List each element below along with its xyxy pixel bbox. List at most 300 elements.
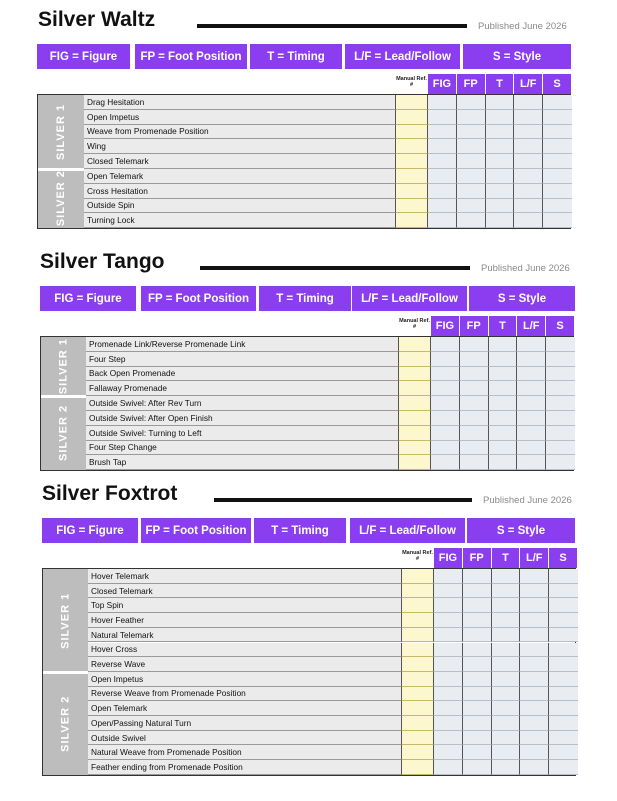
score-cell-fp[interactable] — [460, 367, 489, 382]
score-cell-fig[interactable] — [431, 352, 460, 367]
score-cell-t[interactable] — [492, 687, 521, 702]
legend-item: FIG = Figure — [37, 44, 130, 69]
score-cell-fig[interactable] — [431, 426, 460, 441]
score-cell-t[interactable] — [492, 643, 521, 658]
table-row — [84, 213, 572, 228]
score-cell-s[interactable] — [549, 716, 578, 731]
score-cell-fp[interactable] — [463, 613, 492, 628]
column-header-t: T — [489, 316, 518, 336]
waltz-title: Silver Waltz — [38, 8, 156, 31]
figure-name: Feather ending from Promenade Position — [88, 760, 402, 775]
level-label: SILVER 1 — [59, 592, 72, 649]
waltz-title-rule — [197, 24, 467, 28]
manual-ref-input[interactable] — [399, 381, 431, 396]
score-cell-fp[interactable] — [463, 672, 492, 687]
table-row — [84, 169, 572, 184]
manual-ref-input[interactable] — [399, 396, 431, 411]
score-cell-fp[interactable] — [463, 643, 492, 658]
score-cell-t[interactable] — [489, 426, 518, 441]
score-cell-fig[interactable] — [431, 455, 460, 470]
manual-ref-input[interactable] — [399, 426, 431, 441]
legend-item: FIG = Figure — [42, 518, 138, 543]
legend-item: FIG = Figure — [40, 286, 136, 311]
score-cell-fig[interactable] — [434, 687, 463, 702]
legend-item: L/F = Lead/Follow — [345, 44, 460, 69]
figure-name: Open Telemark — [88, 701, 402, 716]
score-cell-t[interactable] — [489, 396, 518, 411]
score-cell-t[interactable] — [492, 701, 521, 716]
level-divider — [38, 168, 84, 171]
table-row — [84, 184, 572, 199]
score-cell-lf[interactable] — [520, 760, 549, 775]
table-row — [86, 426, 575, 441]
score-cell-fp[interactable] — [463, 687, 492, 702]
manual-ref-input[interactable] — [402, 745, 434, 760]
score-cell-fig[interactable] — [431, 367, 460, 382]
score-cell-s[interactable] — [543, 139, 572, 154]
column-header-s: S — [546, 316, 575, 336]
table-row — [88, 598, 578, 613]
score-cell-fig[interactable] — [434, 760, 463, 775]
waltz-figure-table — [37, 94, 571, 229]
figure-name: Outside Swivel — [88, 731, 402, 746]
manual-ref-input[interactable] — [396, 95, 428, 110]
score-cell-fp[interactable] — [463, 598, 492, 613]
score-cell-s[interactable] — [549, 657, 578, 672]
score-cell-s[interactable] — [543, 169, 572, 184]
score-cell-t[interactable] — [492, 569, 521, 584]
score-cell-t[interactable] — [489, 337, 518, 352]
score-cell-fig[interactable] — [428, 139, 457, 154]
manual-ref-input[interactable] — [402, 598, 434, 613]
score-cell-fp[interactable] — [463, 760, 492, 775]
figure-name: Brush Tap — [86, 455, 399, 470]
score-cell-t[interactable] — [492, 584, 521, 599]
score-cell-lf[interactable] — [514, 95, 543, 110]
score-cell-fig[interactable] — [428, 110, 457, 125]
manual-ref-input[interactable] — [399, 352, 431, 367]
score-cell-fp[interactable] — [460, 352, 489, 367]
score-cell-lf[interactable] — [520, 716, 549, 731]
score-cell-fig[interactable] — [434, 701, 463, 716]
figure-name: Closed Telemark — [88, 584, 402, 599]
score-cell-t[interactable] — [489, 411, 518, 426]
score-cell-fp[interactable] — [463, 701, 492, 716]
score-cell-s[interactable] — [543, 125, 572, 140]
score-cell-lf[interactable] — [514, 169, 543, 184]
score-cell-lf[interactable] — [520, 569, 549, 584]
table-row — [84, 199, 572, 214]
score-cell-lf[interactable] — [520, 613, 549, 628]
score-cell-fig[interactable] — [434, 731, 463, 746]
foxtrot-title: Silver Foxtrot — [42, 482, 178, 505]
manual-ref-input[interactable] — [402, 584, 434, 599]
score-cell-lf[interactable] — [514, 110, 543, 125]
score-cell-fp[interactable] — [463, 657, 492, 672]
score-cell-lf[interactable] — [520, 701, 549, 716]
manual-ref-header: Manual Ref. # — [402, 550, 433, 562]
table-row — [84, 110, 572, 125]
figure-name: Open Telemark — [84, 169, 396, 184]
score-cell-fig[interactable] — [434, 569, 463, 584]
score-cell-fp[interactable] — [463, 584, 492, 599]
score-cell-lf[interactable] — [517, 455, 546, 470]
score-cell-fig[interactable] — [428, 125, 457, 140]
figure-name: Outside Spin — [84, 199, 396, 214]
score-cell-t[interactable] — [492, 731, 521, 746]
manual-ref-input[interactable] — [402, 731, 434, 746]
figure-name: Wing — [84, 139, 396, 154]
column-header-fp: FP — [460, 316, 489, 336]
tango-published-date: Published June 2026 — [481, 263, 570, 274]
legend-item: FP = Foot Position — [135, 44, 247, 69]
figure-name: Weave from Promenade Position — [84, 125, 396, 140]
tango-figure-table — [40, 336, 574, 471]
score-cell-s[interactable] — [543, 154, 572, 169]
score-cell-fig[interactable] — [431, 396, 460, 411]
manual-ref-input[interactable] — [399, 455, 431, 470]
score-cell-lf[interactable] — [517, 381, 546, 396]
table-row — [86, 381, 575, 396]
score-cell-fig[interactable] — [434, 584, 463, 599]
figure-name: Four Step Change — [86, 441, 399, 456]
score-cell-s[interactable] — [549, 569, 578, 584]
score-cell-t[interactable] — [489, 455, 518, 470]
figure-name: Back Open Promenade — [86, 367, 399, 382]
score-cell-t[interactable] — [492, 672, 521, 687]
table-row — [86, 337, 575, 352]
column-header-fp: FP — [463, 548, 492, 568]
score-cell-t[interactable] — [486, 213, 515, 228]
score-cell-t[interactable] — [486, 95, 515, 110]
manual-ref-input[interactable] — [396, 184, 428, 199]
score-cell-s[interactable] — [549, 584, 578, 599]
level-divider — [41, 395, 86, 398]
score-cell-s[interactable] — [543, 110, 572, 125]
table-row — [86, 352, 575, 367]
manual-ref-input[interactable] — [402, 760, 434, 775]
score-cell-s[interactable] — [549, 701, 578, 716]
score-cell-fig[interactable] — [428, 169, 457, 184]
table-row — [86, 411, 575, 426]
column-header-fp: FP — [457, 74, 486, 94]
waltz-published-date: Published June 2026 — [478, 21, 567, 32]
score-cell-t[interactable] — [486, 184, 515, 199]
score-cell-fp[interactable] — [463, 628, 492, 643]
score-cell-fp[interactable] — [460, 441, 489, 456]
manual-ref-input[interactable] — [396, 110, 428, 125]
score-cell-lf[interactable] — [514, 199, 543, 214]
score-cell-s[interactable] — [549, 731, 578, 746]
score-cell-fp[interactable] — [457, 125, 486, 140]
score-cell-fig[interactable] — [428, 199, 457, 214]
manual-ref-input[interactable] — [402, 701, 434, 716]
figure-name: Outside Swivel: After Rev Turn — [86, 396, 399, 411]
table-row — [88, 716, 578, 731]
table-row — [88, 760, 578, 775]
score-cell-lf[interactable] — [514, 213, 543, 228]
tango-title-rule — [200, 266, 470, 270]
score-cell-fp[interactable] — [460, 411, 489, 426]
manual-ref-input[interactable] — [399, 411, 431, 426]
score-cell-fp[interactable] — [460, 381, 489, 396]
table-row — [84, 139, 572, 154]
score-cell-lf[interactable] — [514, 184, 543, 199]
figure-name: Outside Swivel: After Open Finish — [86, 411, 399, 426]
level-label: SILVER 2 — [59, 695, 72, 752]
score-cell-lf[interactable] — [520, 731, 549, 746]
score-cell-s[interactable] — [546, 426, 575, 441]
score-cell-fp[interactable] — [457, 154, 486, 169]
legend-item: S = Style — [467, 518, 575, 543]
score-cell-fig[interactable] — [434, 628, 463, 643]
score-cell-fig[interactable] — [434, 598, 463, 613]
figure-name: Promenade Link/Reverse Promenade Link — [86, 337, 399, 352]
manual-ref-input[interactable] — [402, 687, 434, 702]
figure-name: Hover Feather — [88, 613, 402, 628]
foxtrot-figure-table — [42, 568, 576, 776]
score-cell-s[interactable] — [549, 745, 578, 760]
score-cell-lf[interactable] — [520, 657, 549, 672]
score-cell-fp[interactable] — [463, 745, 492, 760]
manual-ref-input[interactable] — [402, 716, 434, 731]
score-cell-fig[interactable] — [428, 184, 457, 199]
table-row — [88, 628, 578, 643]
table-row — [84, 125, 572, 140]
table-row — [84, 154, 572, 169]
score-cell-t[interactable] — [492, 628, 521, 643]
manual-ref-header: Manual Ref. # — [399, 318, 430, 330]
legend-item: FP = Foot Position — [141, 518, 251, 543]
score-cell-t[interactable] — [486, 110, 515, 125]
manual-ref-input[interactable] — [396, 213, 428, 228]
score-cell-fig[interactable] — [428, 95, 457, 110]
score-cell-s[interactable] — [546, 352, 575, 367]
score-cell-lf[interactable] — [520, 643, 549, 658]
score-cell-s[interactable] — [549, 613, 578, 628]
score-cell-lf[interactable] — [520, 745, 549, 760]
score-cell-fig[interactable] — [428, 154, 457, 169]
column-header-s: S — [543, 74, 572, 94]
score-cell-t[interactable] — [489, 381, 518, 396]
figure-name: Hover Telemark — [88, 569, 402, 584]
table-row — [88, 569, 578, 584]
score-cell-fp[interactable] — [457, 184, 486, 199]
score-cell-t[interactable] — [486, 139, 515, 154]
table-row — [86, 455, 575, 470]
score-cell-lf[interactable] — [517, 396, 546, 411]
manual-ref-input[interactable] — [402, 628, 434, 643]
score-cell-t[interactable] — [489, 352, 518, 367]
figure-name: Natural Weave from Promenade Position — [88, 745, 402, 760]
score-cell-t[interactable] — [486, 169, 515, 184]
manual-ref-input[interactable] — [399, 367, 431, 382]
figure-name: Fallaway Promenade — [86, 381, 399, 396]
score-cell-s[interactable] — [543, 95, 572, 110]
table-row — [86, 441, 575, 456]
score-cell-fp[interactable] — [457, 213, 486, 228]
score-cell-t[interactable] — [489, 367, 518, 382]
score-cell-fig[interactable] — [434, 613, 463, 628]
score-cell-fp[interactable] — [463, 716, 492, 731]
score-cell-lf[interactable] — [517, 367, 546, 382]
score-cell-lf[interactable] — [517, 352, 546, 367]
manual-ref-input[interactable] — [396, 139, 428, 154]
manual-ref-input[interactable] — [396, 199, 428, 214]
score-cell-t[interactable] — [486, 154, 515, 169]
score-cell-s[interactable] — [546, 455, 575, 470]
score-cell-s[interactable] — [546, 367, 575, 382]
column-header-t: T — [486, 74, 515, 94]
score-cell-fig[interactable] — [431, 337, 460, 352]
manual-ref-input[interactable] — [402, 643, 434, 658]
score-cell-s[interactable] — [549, 628, 578, 643]
score-cell-fp[interactable] — [457, 139, 486, 154]
column-header-t: T — [492, 548, 521, 568]
manual-ref-input[interactable] — [399, 441, 431, 456]
column-header-s: S — [549, 548, 578, 568]
score-cell-lf[interactable] — [520, 672, 549, 687]
score-cell-lf[interactable] — [520, 584, 549, 599]
score-cell-lf[interactable] — [520, 687, 549, 702]
manual-ref-input[interactable] — [402, 613, 434, 628]
figure-name: Four Step — [86, 352, 399, 367]
score-cell-t[interactable] — [492, 745, 521, 760]
manual-ref-input[interactable] — [402, 569, 434, 584]
level-label: SILVER 1 — [57, 338, 70, 395]
score-cell-fp[interactable] — [460, 455, 489, 470]
score-cell-fig[interactable] — [428, 213, 457, 228]
column-header-fig: FIG — [431, 316, 460, 336]
score-cell-fig[interactable] — [434, 672, 463, 687]
manual-ref-input[interactable] — [399, 337, 431, 352]
figure-name: Outside Swivel: Turning to Left — [86, 426, 399, 441]
figure-name: Closed Telemark — [84, 154, 396, 169]
score-cell-fp[interactable] — [457, 169, 486, 184]
foxtrot-published-date: Published June 2026 — [483, 495, 572, 506]
score-cell-s[interactable] — [543, 199, 572, 214]
score-cell-s[interactable] — [546, 396, 575, 411]
manual-ref-input[interactable] — [402, 672, 434, 687]
score-cell-lf[interactable] — [517, 411, 546, 426]
score-cell-fig[interactable] — [434, 745, 463, 760]
score-cell-s[interactable] — [546, 441, 575, 456]
score-cell-fig[interactable] — [434, 657, 463, 672]
score-cell-fp[interactable] — [457, 95, 486, 110]
score-cell-lf[interactable] — [514, 125, 543, 140]
score-cell-fp[interactable] — [457, 199, 486, 214]
level-label: SILVER 2 — [55, 170, 67, 227]
score-cell-fig[interactable] — [431, 411, 460, 426]
column-header-lf: L/F — [514, 74, 543, 94]
table-row — [88, 687, 578, 702]
figure-name: Open Impetus — [88, 672, 402, 687]
score-cell-fp[interactable] — [463, 569, 492, 584]
table-row — [86, 367, 575, 382]
score-cell-fp[interactable] — [463, 731, 492, 746]
table-row — [88, 643, 578, 658]
score-cell-lf[interactable] — [517, 441, 546, 456]
score-cell-fig[interactable] — [431, 441, 460, 456]
score-cell-s[interactable] — [546, 337, 575, 352]
level-label: SILVER 2 — [57, 405, 70, 462]
score-cell-fig[interactable] — [431, 381, 460, 396]
table-row — [88, 672, 578, 687]
figure-name: Reverse Weave from Promenade Position — [88, 687, 402, 702]
legend-item: T = Timing — [254, 518, 346, 543]
column-header-fig: FIG — [428, 74, 457, 94]
score-cell-lf[interactable] — [514, 154, 543, 169]
table-row — [88, 613, 578, 628]
score-cell-fp[interactable] — [457, 110, 486, 125]
score-cell-s[interactable] — [549, 760, 578, 775]
score-cell-s[interactable] — [546, 411, 575, 426]
legend-item: S = Style — [463, 44, 571, 69]
manual-ref-input[interactable] — [402, 657, 434, 672]
score-cell-fp[interactable] — [460, 396, 489, 411]
manual-ref-input[interactable] — [396, 169, 428, 184]
table-row — [88, 731, 578, 746]
score-cell-s[interactable] — [543, 184, 572, 199]
score-cell-lf[interactable] — [517, 337, 546, 352]
score-cell-t[interactable] — [492, 657, 521, 672]
score-cell-lf[interactable] — [514, 139, 543, 154]
figure-name: Drag Hesitation — [84, 95, 396, 110]
legend-item: T = Timing — [250, 44, 342, 69]
score-cell-fp[interactable] — [460, 337, 489, 352]
legend-item: T = Timing — [259, 286, 351, 311]
figure-name: Open/Passing Natural Turn — [88, 716, 402, 731]
figure-name: Turning Lock — [84, 213, 396, 228]
tango-title: Silver Tango — [40, 250, 165, 273]
legend-item: S = Style — [469, 286, 575, 311]
score-cell-lf[interactable] — [520, 628, 549, 643]
score-cell-t[interactable] — [489, 441, 518, 456]
manual-ref-input[interactable] — [396, 125, 428, 140]
score-cell-t[interactable] — [492, 598, 521, 613]
score-cell-lf[interactable] — [520, 598, 549, 613]
table-row — [88, 657, 578, 672]
score-cell-t[interactable] — [492, 716, 521, 731]
level-divider — [43, 671, 88, 674]
score-cell-s[interactable] — [549, 643, 578, 658]
score-cell-s[interactable] — [543, 213, 572, 228]
score-cell-t[interactable] — [486, 199, 515, 214]
table-row — [88, 584, 578, 599]
score-cell-s[interactable] — [549, 687, 578, 702]
score-cell-t[interactable] — [486, 125, 515, 140]
score-cell-fig[interactable] — [434, 716, 463, 731]
score-cell-t[interactable] — [492, 613, 521, 628]
table-row — [88, 745, 578, 760]
score-cell-s[interactable] — [549, 672, 578, 687]
score-cell-lf[interactable] — [517, 426, 546, 441]
score-cell-fig[interactable] — [434, 643, 463, 658]
table-row — [86, 396, 575, 411]
level-label: SILVER 1 — [55, 103, 67, 161]
legend-item: FP = Foot Position — [141, 286, 256, 311]
figure-name: Reverse Wave — [88, 657, 402, 672]
legend-item: L/F = Lead/Follow — [352, 286, 467, 311]
column-header-fig: FIG — [434, 548, 463, 568]
legend-item: L/F = Lead/Follow — [350, 518, 465, 543]
score-cell-fp[interactable] — [460, 426, 489, 441]
score-cell-s[interactable] — [546, 381, 575, 396]
score-cell-s[interactable] — [549, 598, 578, 613]
manual-ref-input[interactable] — [396, 154, 428, 169]
score-cell-t[interactable] — [492, 760, 521, 775]
table-row — [84, 95, 572, 110]
